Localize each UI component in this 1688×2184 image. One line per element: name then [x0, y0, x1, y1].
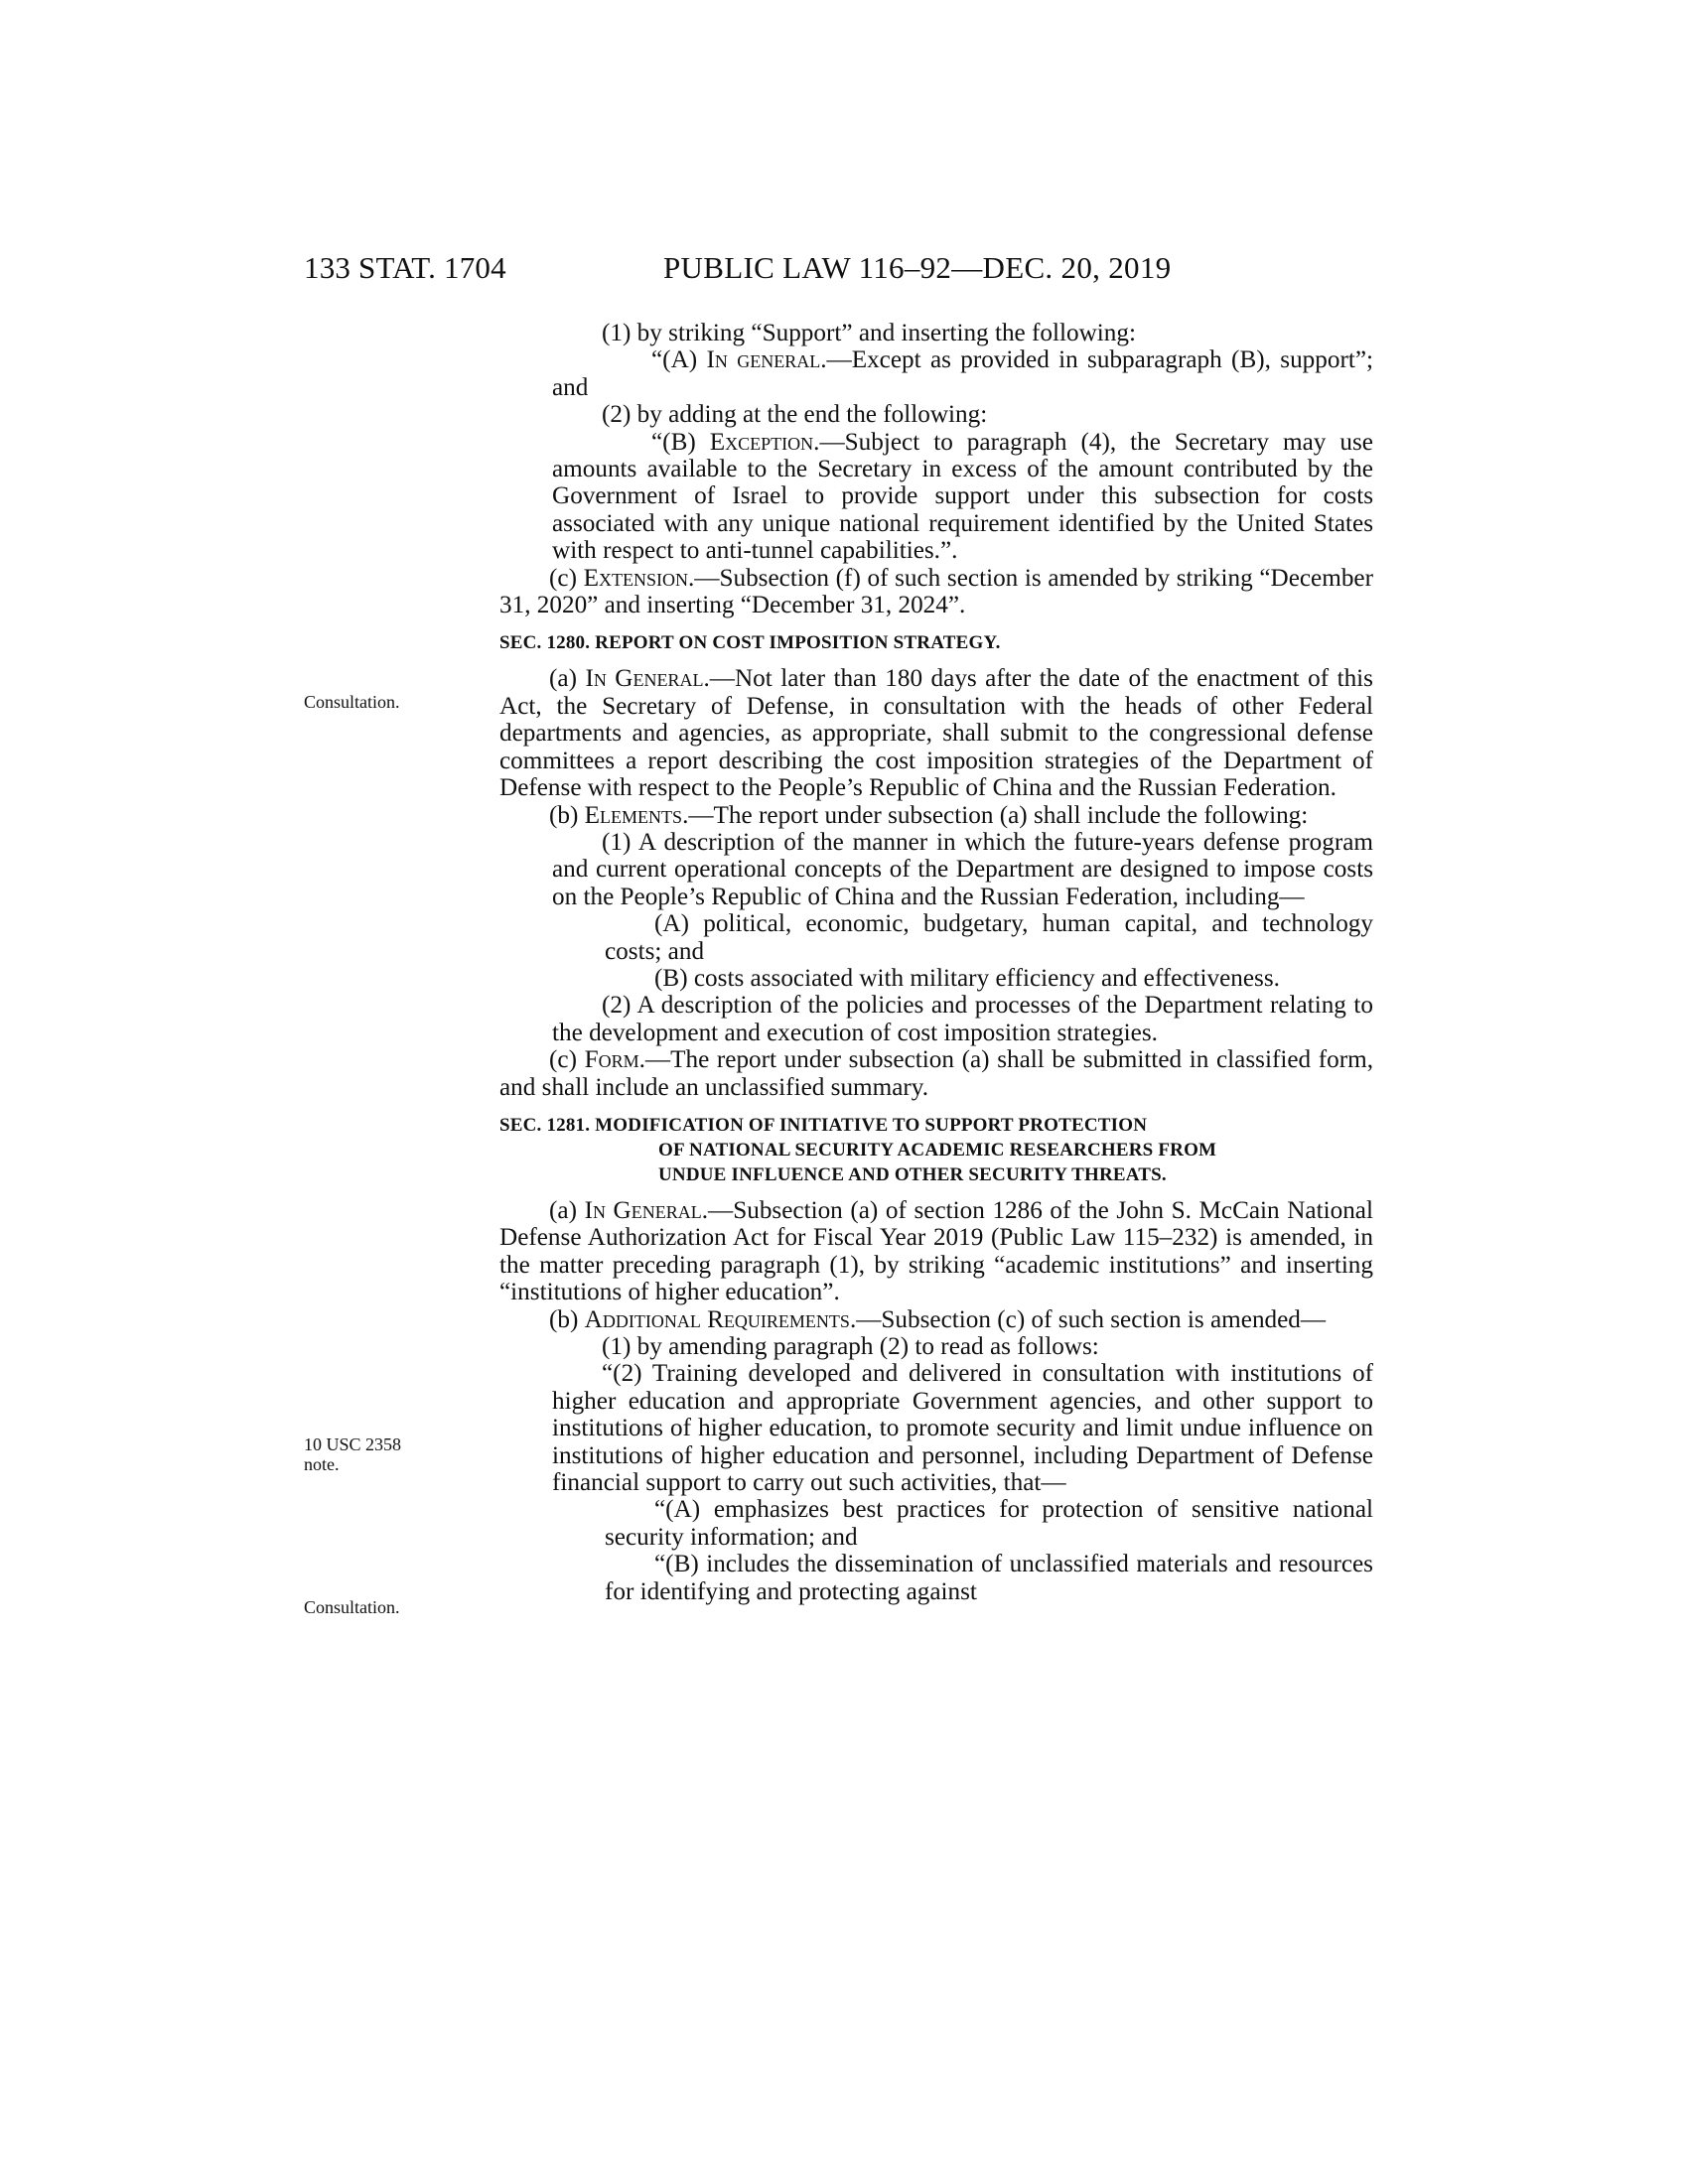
paragraph — [499, 1197, 1373, 1306]
paragraph-heading: Exception — [709, 428, 814, 456]
paragraph-text: .—The report under subsection (a) shall be submitted in classified form, and shall include an unclassified summary. — [499, 1046, 1373, 1101]
paragraph-text: .—Subsection (c) of such section is amended— — [849, 1305, 1327, 1333]
paragraph: (A) political, economic, budgetary, human capital, and technology costs; and — [605, 910, 1373, 965]
margin-note-usc-line: 10 USC 2358 — [304, 1434, 402, 1454]
margin-note-usc-line: note. — [304, 1454, 340, 1474]
paragraph-heading: Elements — [584, 801, 683, 829]
paragraph: (1) by striking “Support” and inserting the following: — [602, 320, 1136, 346]
paragraph: (B) costs associated with military efficiency and effectiveness. — [654, 964, 1280, 992]
section-heading-line: SEC. 1281. MODIFICATION OF INITIATIVE TO SUPPORT PROTECTION — [499, 1114, 1148, 1136]
paragraph-heading: In General — [585, 665, 704, 693]
paragraph: “(B) includes the dissemination of unclassified materials and resources for identifying and protecting against — [605, 1551, 1373, 1605]
paragraph-lead: (b) — [549, 1305, 585, 1333]
paragraph: “(2) Training developed and delivered in consultation with institutions of higher education and appropriate Government agencies, and other support to institutions of higher education, to promote security and limit undue influence on institutions of higher education and personnel, including Department of Defense financial support to carry out such activities, that— — [552, 1360, 1373, 1497]
paragraph-heading: Form — [584, 1046, 639, 1074]
paragraph-lead: “(A) — [651, 346, 707, 374]
paragraph — [499, 665, 1373, 801]
paragraph-lead: (a) — [549, 1196, 585, 1224]
paragraph — [499, 1046, 1373, 1101]
statute-page-reference: 133 STAT. 1704 — [304, 250, 506, 285]
paragraph-lead: (b) — [549, 801, 585, 829]
margin-note-consultation: Consultation. — [304, 692, 400, 712]
paragraph-text: .—Not later than 180 days after the date of the enactment of this Act, the Secretary of Defense, in consultation with the heads of other Federal departments and agencies, as appropriate, shall submit to the congressional defense committees a report describing the cost imposition strategies of the Department of Defense with respect to the People’s Republic of China and the Russian Federation. — [499, 665, 1373, 802]
section-heading-line: OF NATIONAL SECURITY ACADEMIC RESEARCHERS FROM — [658, 1139, 1217, 1160]
running-head-law-title: PUBLIC LAW 116–92—DEC. 20, 2019 — [663, 250, 1172, 285]
body-text — [499, 320, 1373, 1605]
paragraph-text: .—Subject to paragraph (4), the Secretary may use amounts available to the Secretary in excess of the amount contributed by the Government of Israel to provide support under this subsection for costs associated with any unique national requirement identified by the United States with respect to anti-tunnel capabilities.”. — [552, 428, 1373, 565]
paragraph-heading: Extension — [583, 564, 688, 592]
paragraph-heading: Additional Requirements — [584, 1305, 850, 1333]
paragraph: (1) A description of the manner in which the future-years defense program and current operational concepts of the Department are designed to impose costs on the People’s Republic of China and the Russian Federation, including— — [552, 828, 1373, 910]
paragraph-text: .—The report under subsection (a) shall include the following: — [682, 801, 1309, 829]
section-heading-1281 — [499, 1113, 1373, 1187]
paragraph-lead: (c) — [549, 1046, 585, 1074]
paragraph: (1) by amending paragraph (2) to read as follows: — [602, 1333, 1099, 1360]
paragraph — [499, 802, 1373, 829]
paragraph — [499, 565, 1373, 619]
margin-note-usc-reference — [304, 1434, 443, 1474]
paragraph: “(A) emphasizes best practices for protection of sensitive national security information; and — [605, 1496, 1373, 1551]
paragraph: (2) by adding at the end the following: — [602, 401, 988, 429]
section-heading-1280: SEC. 1280. REPORT ON COST IMPOSITION STRATEGY. — [499, 632, 1001, 654]
margin-note-consultation: Consultation. — [304, 1597, 400, 1617]
paragraph — [499, 429, 1373, 565]
paragraph — [499, 1306, 1373, 1333]
paragraph-lead: (a) — [549, 665, 586, 693]
paragraph-heading: In general — [706, 346, 821, 374]
paragraph-heading: In General — [584, 1196, 702, 1224]
paragraph — [499, 346, 1373, 401]
paragraph-text: .—Subsection (f) of such section is amended by striking “December 31, 2020” and inserting “December 31, 2024”. — [499, 564, 1373, 619]
paragraph-text: .—Subsection (a) of section 1286 of the John S. McCain National Defense Authorization Act for Fiscal Year 2019 (Public Law 115–232) is amended, in the matter preceding paragraph (1), by striking “academic institutions” and inserting “institutions of higher education”. — [499, 1196, 1373, 1306]
paragraph-text: .—Except as provided in subparagraph (B), support”; and — [552, 346, 1374, 401]
paragraph: (2) A description of the policies and processes of the Department relating to the development and execution of cost imposition strategies. — [552, 992, 1373, 1046]
paragraph-lead: (c) — [549, 564, 584, 592]
section-heading-line: UNDUE INFLUENCE AND OTHER SECURITY THREATS. — [658, 1163, 1167, 1185]
paragraph-lead: “(B) — [651, 428, 710, 456]
